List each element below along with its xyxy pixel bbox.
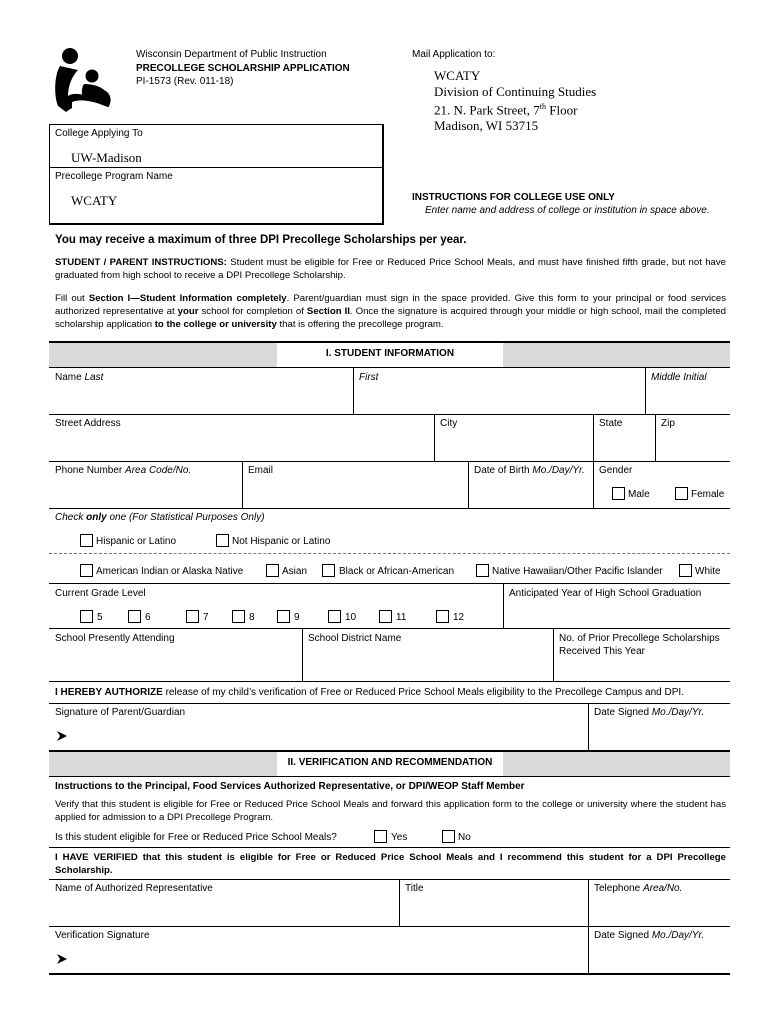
not-hispanic-label: Not Hispanic or Latino [232,536,331,547]
race-hawaiian-label: Native Hawaiian/Other Pacific Islander [492,566,663,577]
section1-title: I. STUDENT INFORMATION [277,343,503,367]
grade-10-label: 10 [345,612,357,623]
grade-8-label: 8 [249,612,255,623]
grade-5-label: 5 [97,612,103,623]
race-american-indian-checkbox[interactable] [80,564,93,577]
hispanic-checkbox[interactable] [80,534,93,547]
grade-8-checkbox[interactable] [232,610,245,623]
middle-initial-label: Middle Initial [651,372,707,383]
city-label: City [440,418,458,429]
section2-instructions-text: Verify that this student is eligible for Free or Reduced Price School Meals and forward this application form to the college or university where the student has applied for admission to a DPI Precollege Program. [55,799,726,823]
section2-title: II. VERIFICATION AND RECOMMENDATION [277,752,503,776]
mail-line: Division of Continuing Studies [434,83,597,99]
school-attending-label: School Presently Attending [55,633,175,644]
grade-9-label: 9 [294,612,300,623]
grade-6-label: 6 [145,612,151,623]
state-label: State [599,418,623,429]
email-label: Email [248,465,274,476]
mail-line: WCATY [434,68,481,83]
grade-7-label: 7 [203,612,209,623]
rep-telephone-label: Telephone Area/No. [594,883,683,894]
not-hispanic-checkbox[interactable] [216,534,229,547]
female-label: Female [691,489,725,500]
authorized-rep-label: Name of Authorized Representative [55,883,213,894]
mother-reading-child-logo [52,46,118,116]
authorize-statement: I HEREBY AUTHORIZE release of my child’s verification of Free or Reduced Price School Meals eligibility to the Precollege Campus and DPI. [55,687,684,698]
eligible-yes-label: Yes [391,832,408,843]
mail-address [434,68,596,133]
college-field[interactable]: UW-Madison [71,150,142,165]
section2-instructions-title: Instructions to the Principal, Food Services Authorized Representative, or DPI/WEOP Staff Member [55,781,525,792]
street-address-label: Street Address [55,418,121,429]
grade-10-checkbox[interactable] [328,610,341,623]
female-checkbox[interactable] [675,487,688,500]
grade-12-label: 12 [453,612,465,623]
max-scholarship-notice: You may receive a maximum of three DPI Precollege Scholarships per year. [55,234,467,246]
grade-9-checkbox[interactable] [277,610,290,623]
eligibility-question: Is this student eligible for Free or Reduced Price School Meals? [55,832,337,843]
college-instructions-title: INSTRUCTIONS FOR COLLEGE USE ONLY [412,192,615,203]
eligible-yes-checkbox[interactable] [374,830,387,843]
grade-5-checkbox[interactable] [80,610,93,623]
signature-arrow-icon [56,953,68,965]
gender-label: Gender [599,465,633,476]
fill-out-paragraph: Fill out Section I—Student Information completely. Parent/guardian must sign in the space provided. Give this form to your principal or food services authorized representative at your school for completion of Section II. Once the signature is acquired through your middle or high school, mail the completed scholarship application to the college or university that is offering the precollege program. [55,293,727,330]
college-label: College Applying To [55,128,143,139]
verified-statement: I HAVE VERIFIED that this student is eligible for Free or Reduced Price School Meals and I recommend this student for a DPI Precollege Scholarship. [55,852,726,876]
form-title: PRECOLLEGE SCHOLARSHIP APPLICATION [136,63,350,74]
prior-scholarships-label-2: Received This Year [559,646,645,657]
hispanic-label: Hispanic or Latino [96,536,177,547]
rep-title-label: Title [405,883,424,894]
race-white-checkbox[interactable] [679,564,692,577]
race-hawaiian-checkbox[interactable] [476,564,489,577]
mail-line: Madison, WI 53715 [434,117,539,133]
grade-11-label: 11 [396,612,407,623]
eligible-no-checkbox[interactable] [442,830,455,843]
grade-level-label: Current Grade Level [55,588,146,599]
zip-label: Zip [661,418,675,429]
parent-date-label: Date Signed Mo./Day/Yr. [594,707,705,718]
college-instructions-text: Enter name and address of college or institution in space above. [425,205,710,216]
verification-signature-label: Verification Signature [55,930,150,941]
phone-label: Phone Number Area Code/No. [55,465,192,476]
graduation-year-label: Anticipated Year of High School Graduation [509,588,702,599]
mail-to-label: Mail Application to: [412,49,496,60]
grade-12-checkbox[interactable] [436,610,449,623]
signature-arrow-icon [56,730,68,742]
student-instructions-paragraph: STUDENT / PARENT INSTRUCTIONS: Student must be eligible for Free or Reduced Price School Meals, and must have finished fifth grade, but not have graduated from high school to receive a DPI Precollege Scholarship. [55,257,726,281]
mail-line: 21. N. Park Street, 7th Floor [434,102,578,118]
check-one-label: Check only one (For Statistical Purposes Only) [55,512,265,523]
parent-signature-label: Signature of Parent/Guardian [55,707,186,718]
verification-date-label: Date Signed Mo./Day/Yr. [594,930,705,941]
school-district-label: School District Name [308,633,402,644]
name-label: Name Last [55,372,104,383]
race-white-label: White [695,566,721,577]
form-number: PI-1573 (Rev. 011-18) [136,76,234,87]
race-black-label: Black or African-American [339,566,455,577]
program-label: Precollege Program Name [55,171,173,182]
male-label: Male [628,489,650,500]
race-asian-label: Asian [282,566,308,577]
grade-11-checkbox[interactable] [379,610,392,623]
department-name: Wisconsin Department of Public Instruction [136,49,327,60]
program-field[interactable]: WCATY [71,193,118,208]
first-name-label: First [359,372,379,383]
prior-scholarships-label-1: No. of Prior Precollege Scholarships [559,633,720,644]
grade-7-checkbox[interactable] [186,610,199,623]
male-checkbox[interactable] [612,487,625,500]
race-american-indian-label: American Indian or Alaska Native [96,566,244,577]
race-asian-checkbox[interactable] [266,564,279,577]
eligible-no-label: No [458,832,471,843]
race-black-checkbox[interactable] [322,564,335,577]
grade-6-checkbox[interactable] [128,610,141,623]
dob-label: Date of Birth Mo./Day/Yr. [474,465,585,476]
